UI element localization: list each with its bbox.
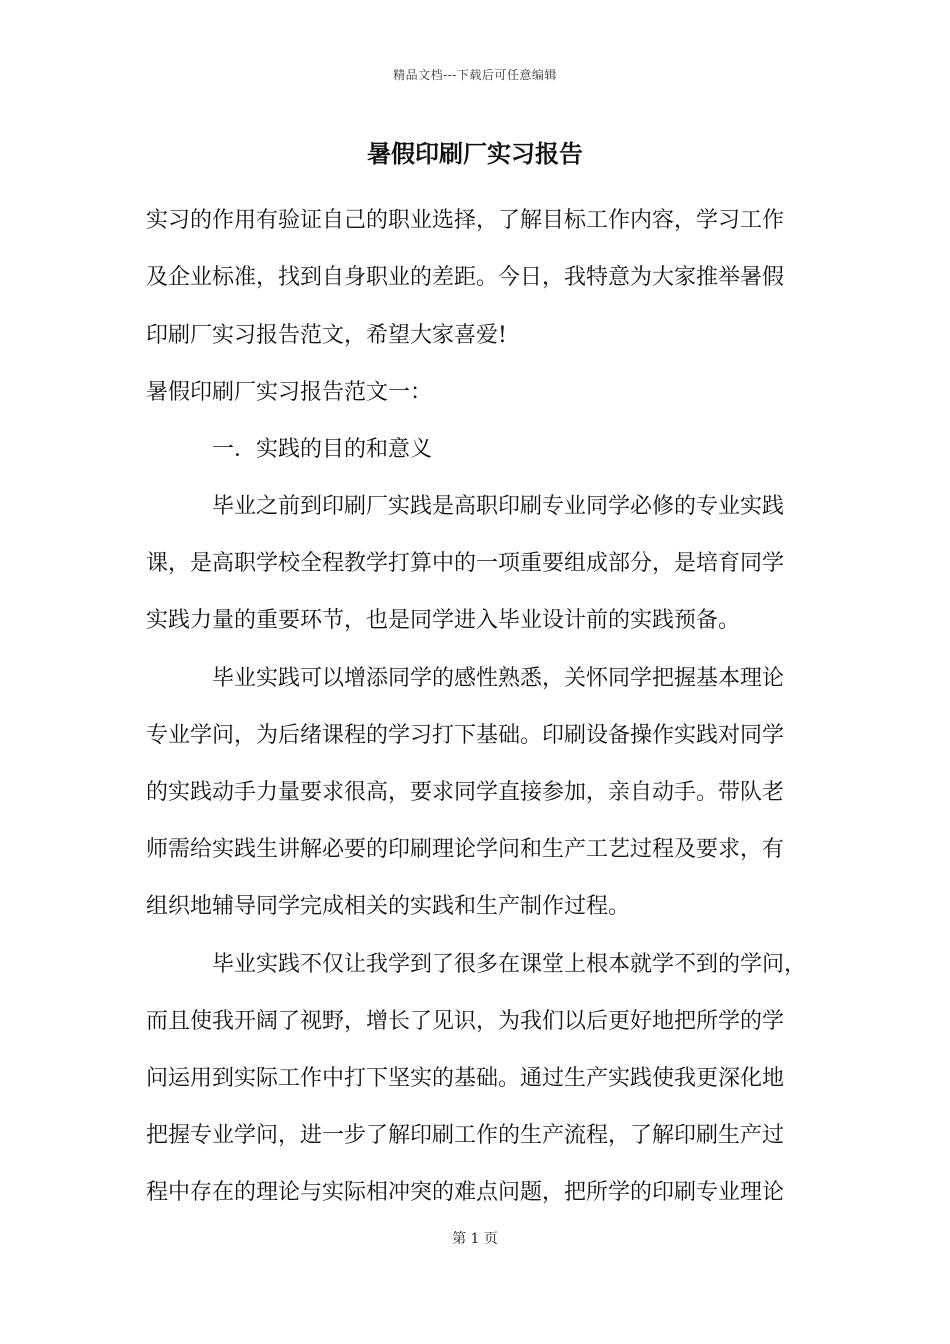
paragraph-3-line-4: 把握专业学问，进一步了解印刷工作的生产流程，了解印刷生产过 bbox=[146, 1123, 785, 1148]
subsection-heading: 一．实践的目的和意义 bbox=[212, 437, 433, 462]
paragraph-1-line-1: 毕业之前到印刷厂实践是高职印刷专业同学必修的专业实践 bbox=[212, 494, 785, 519]
intro-line-3: 印刷厂实习报告范文，希望大家喜爱! bbox=[146, 323, 507, 348]
page-number: 第 1 页 bbox=[452, 1231, 498, 1247]
paragraph-2-line-5: 组织地辅导同学完成相关的实践和生产制作过程。 bbox=[146, 894, 631, 919]
paragraph-1-line-2: 课，是高职学校全程教学打算中的一项重要组成部分，是培育同学 bbox=[146, 551, 785, 576]
paragraph-1-line-3: 实践力量的重要环节，也是同学进入毕业设计前的实践预备。 bbox=[146, 608, 741, 633]
paragraph-3-line-1: 毕业实践不仅让我学到了很多在课堂上根本就学不到的学问， bbox=[212, 952, 807, 977]
paragraph-2-line-3: 的实践动手力量要求很高，要求同学直接参加，亲自动手。带队老 bbox=[146, 780, 785, 805]
paragraph-3-line-3: 问运用到实际工作中打下坚实的基础。通过生产实践使我更深化地 bbox=[146, 1066, 785, 1091]
document-title: 暑假印刷厂实习报告 bbox=[367, 139, 583, 168]
intro-line-1: 实习的作用有验证自己的职业选择，了解目标工作内容，学习工作 bbox=[146, 208, 785, 233]
intro-line-2: 及企业标准，找到自身职业的差距。今日，我特意为大家推举暑假 bbox=[146, 265, 785, 290]
paragraph-2-line-1: 毕业实践可以增添同学的感性熟悉，关怀同学把握基本理论 bbox=[212, 666, 785, 691]
header-note: 精品文档---下载后可任意编辑 bbox=[393, 68, 557, 82]
paragraph-2-line-4: 师需给实践生讲解必要的印刷理论学问和生产工艺过程及要求，有 bbox=[146, 837, 785, 862]
paragraph-3-line-5: 程中存在的理论与实际相冲突的难点问题，把所学的印刷专业理论 bbox=[146, 1180, 785, 1205]
paragraph-3-line-2: 而且使我开阔了视野，增长了见识，为我们以后更好地把所学的学 bbox=[146, 1009, 785, 1034]
paragraph-2-line-2: 专业学问，为后绪课程的学习打下基础。印刷设备操作实践对同学 bbox=[146, 723, 785, 748]
section-heading: 暑假印刷厂实习报告范文一： bbox=[146, 380, 433, 405]
